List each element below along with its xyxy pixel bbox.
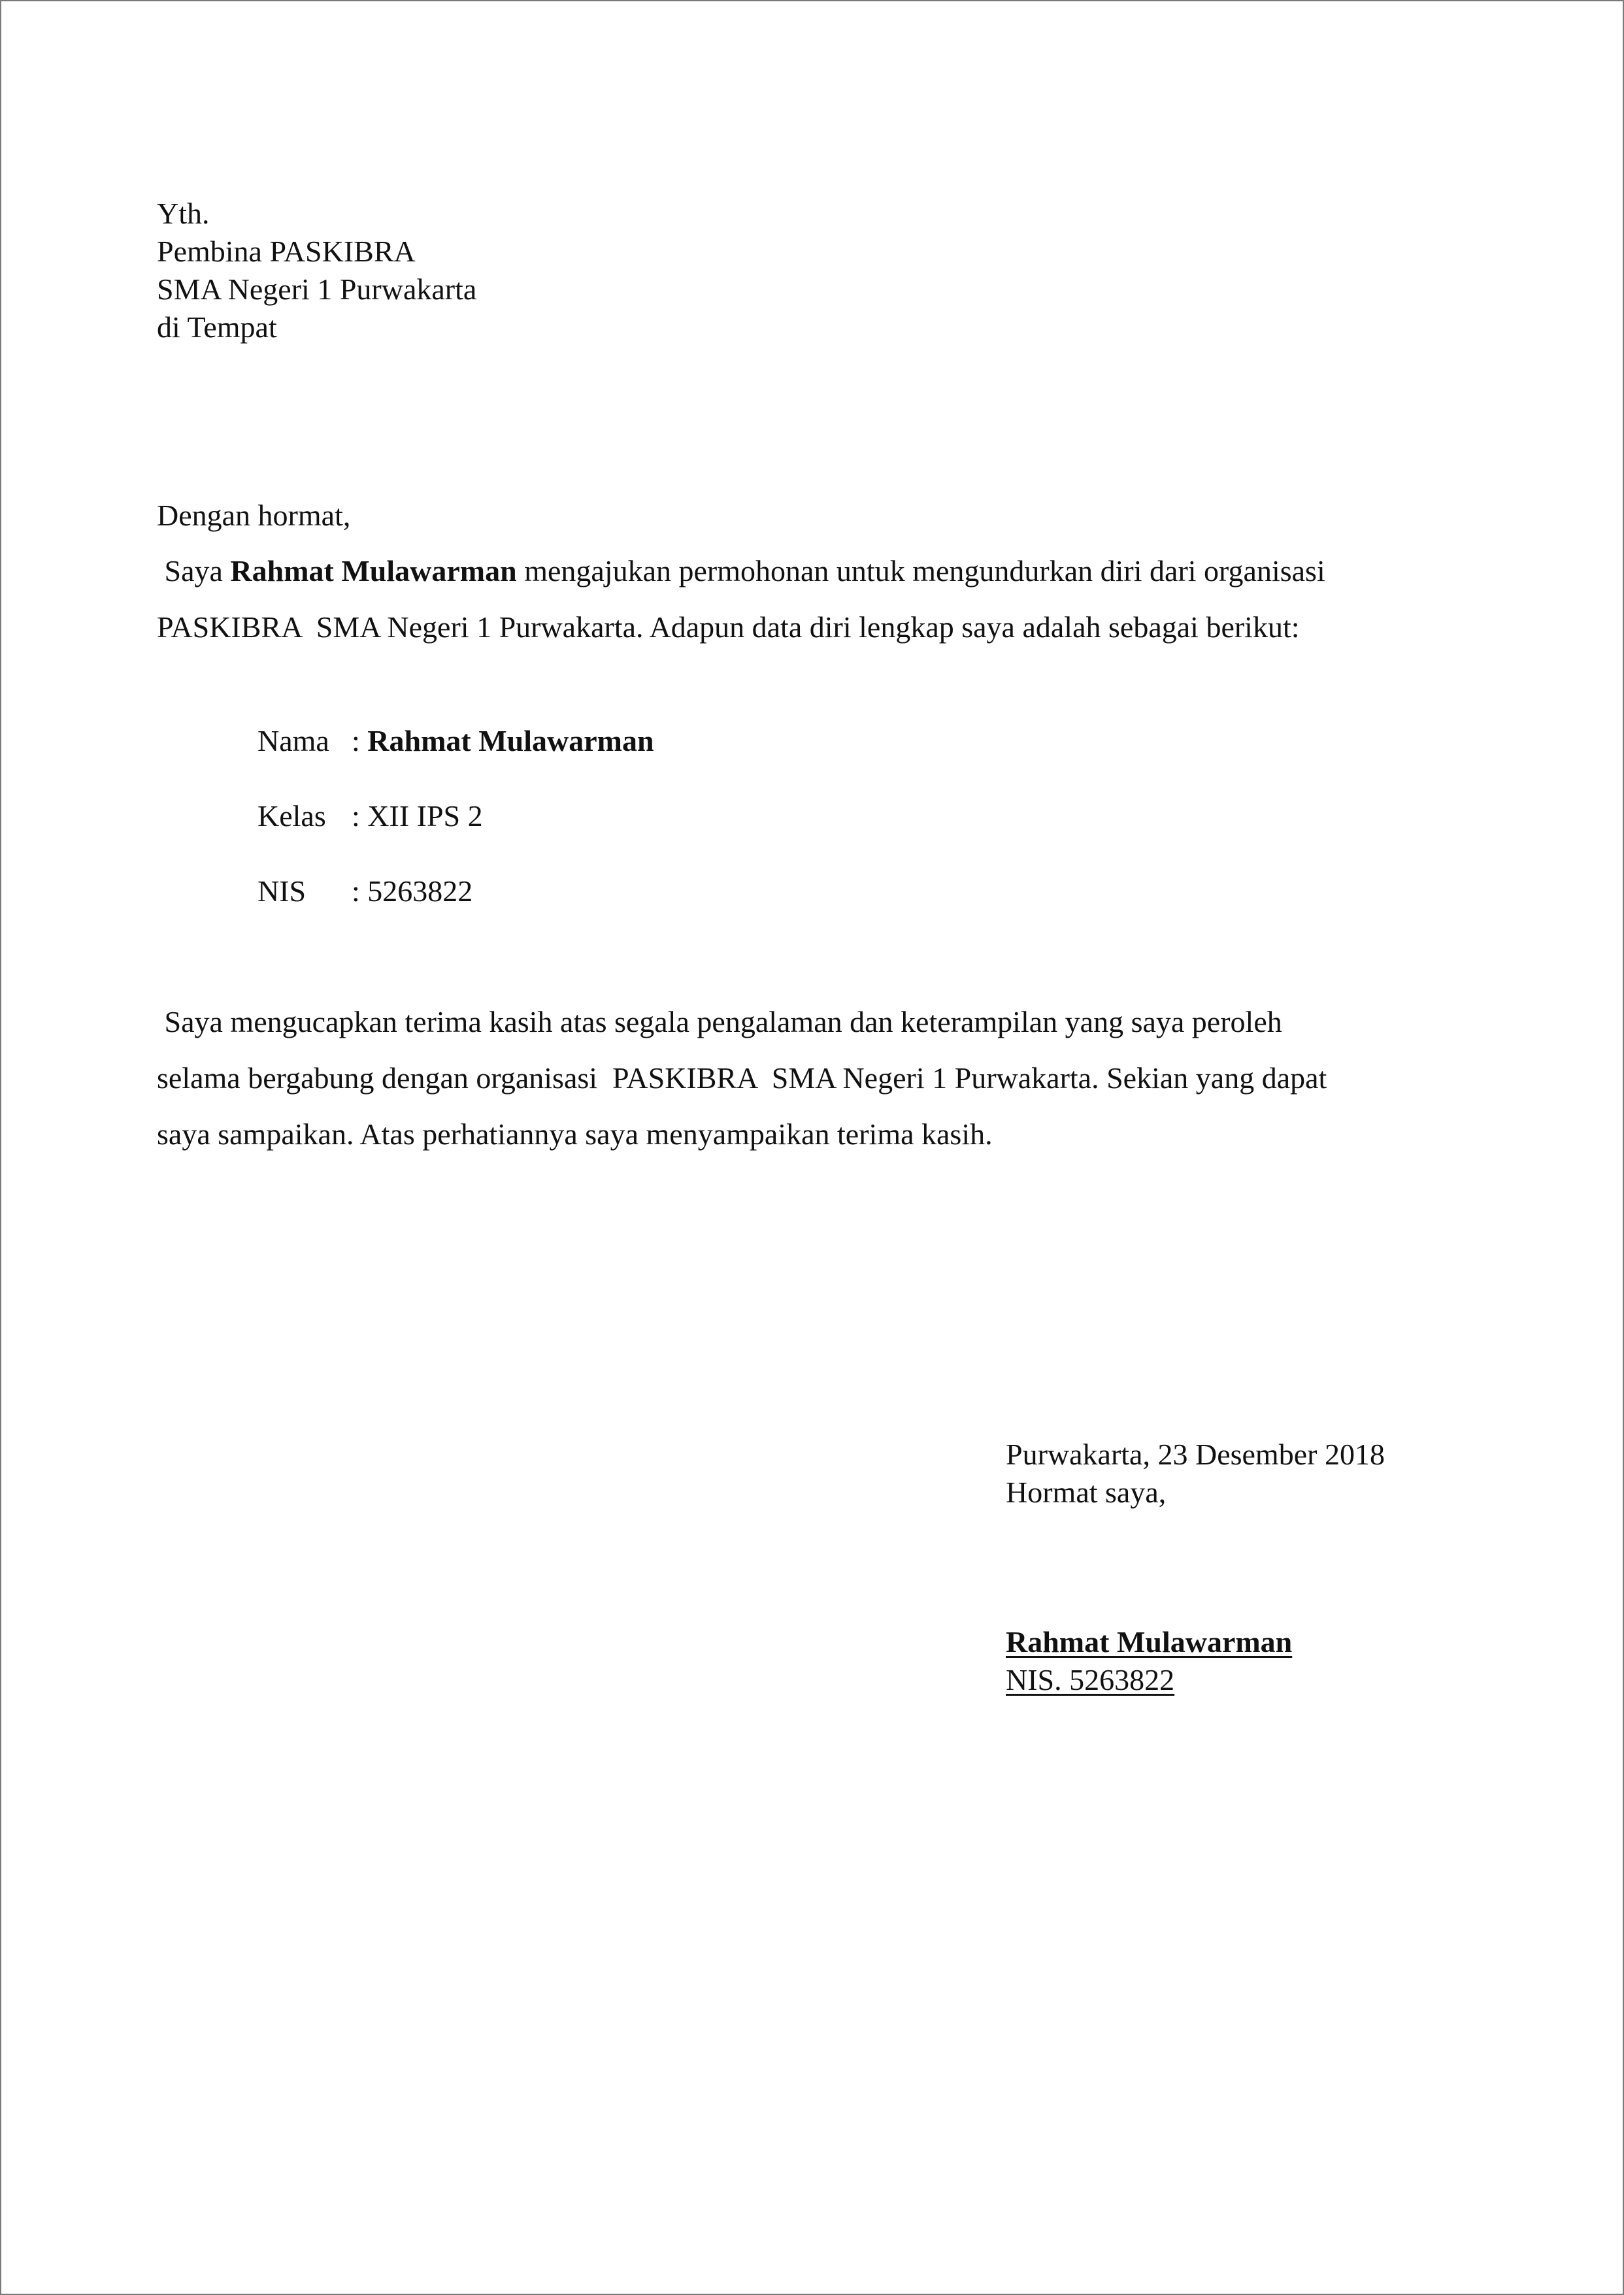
place-date: Purwakarta, 23 Desember 2018	[1006, 1438, 1385, 1471]
signer-nis: NIS. 5263822	[1006, 1663, 1175, 1696]
recipient-title: Pembina PASKIBRA	[157, 235, 416, 268]
detail-row-nama	[257, 722, 654, 760]
intro-line-2: PASKIBRA SMA Negeri 1 Purwakarta. Adapun data diri lengkap saya adalah sebagai berikut:	[157, 610, 1300, 644]
intro-post: mengajukan permohonan untuk mengundurkan diri dari organisasi	[516, 554, 1325, 587]
detail-separator: :	[352, 724, 368, 757]
detail-separator: :	[352, 799, 368, 833]
recipient-place: di Tempat	[157, 310, 277, 344]
detail-value: XII IPS 2	[367, 799, 483, 833]
detail-separator: :	[352, 874, 368, 908]
closing-line-1: Saya mengucapkan terima kasih atas segala pengalaman dan keterampilan yang saya peroleh	[157, 1005, 1282, 1038]
greeting: Dengan hormat,	[157, 499, 351, 532]
closing-line-2: selama bergabung dengan organisasi PASKIBRA SMA Negeri 1 Purwakarta. Sekian yang dapat	[157, 1061, 1327, 1095]
detail-value: Rahmat Mulawarman	[367, 724, 654, 757]
detail-label: Kelas	[257, 799, 326, 833]
detail-row-nis	[257, 872, 472, 910]
regards: Hormat saya,	[1006, 1476, 1167, 1509]
detail-label: NIS	[257, 874, 307, 908]
signer-name: Rahmat Mulawarman	[1006, 1625, 1293, 1659]
intro-line-1	[157, 552, 1325, 590]
intro-pre: Saya	[157, 554, 231, 587]
detail-value: 5263822	[367, 874, 473, 908]
recipient-school: SMA Negeri 1 Purwakarta	[157, 272, 477, 306]
closing-line-3: saya sampaikan. Atas perhatiannya saya menyampaikan terima kasih.	[157, 1117, 993, 1151]
recipient-salutation: Yth.	[157, 197, 210, 230]
detail-label: Nama	[257, 724, 329, 757]
intro-name: Rahmat Mulawarman	[230, 554, 517, 587]
detail-row-kelas	[257, 797, 483, 835]
